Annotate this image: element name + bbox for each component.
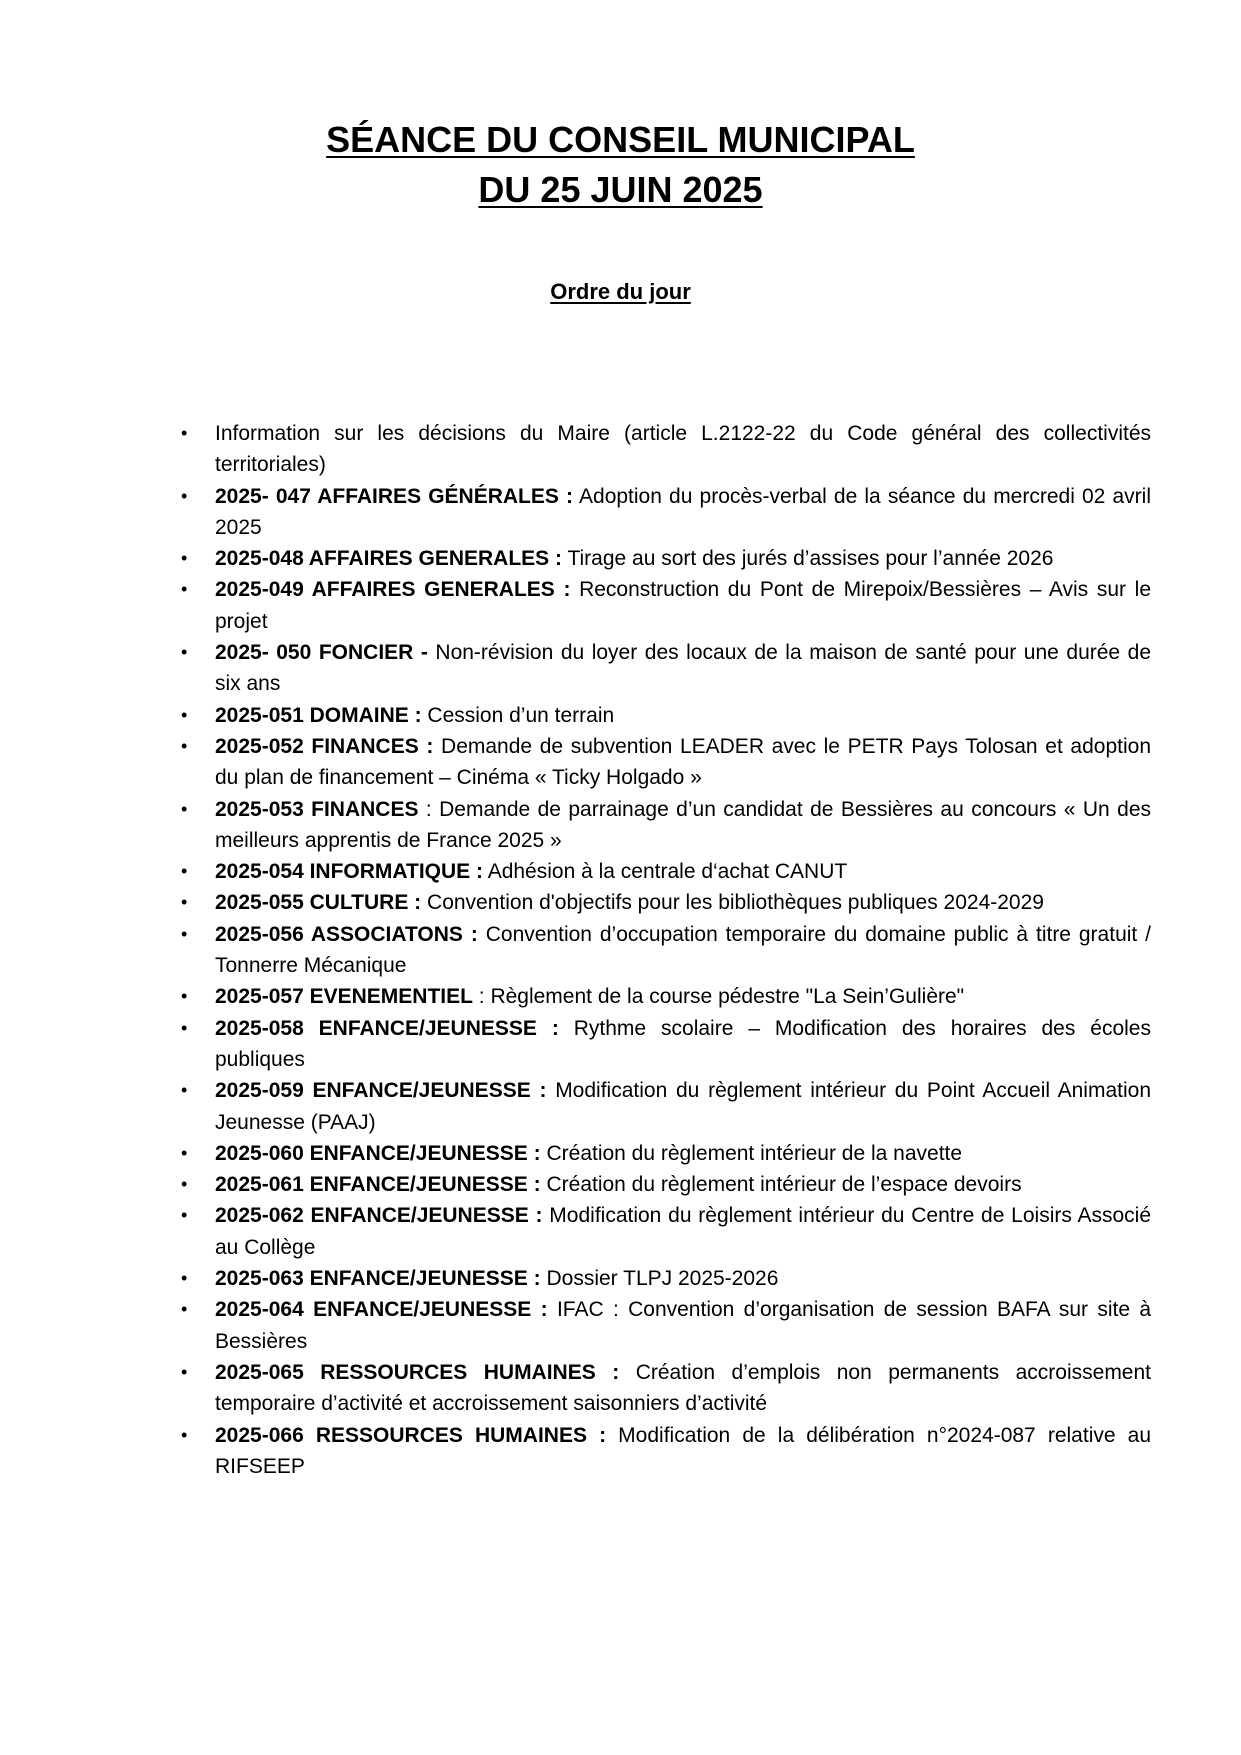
agenda-item (181, 794, 1151, 857)
agenda-item (181, 481, 1152, 544)
agenda-item-code: 2025-053 FINANCES (215, 797, 419, 821)
agenda-item-text: Rythme scolaire – Modification des horaires des écoles publiques (215, 1016, 1151, 1071)
agenda-item-text: Information sur les décisions du Maire (article L.2122-22 du Code général des collectivités territoriales) (215, 422, 1151, 477)
bullet-icon: • (181, 892, 188, 913)
bullet-icon: • (181, 1080, 188, 1101)
agenda-item-code: 2025-066 RESSOURCES HUMAINES : (215, 1423, 607, 1447)
page-title (0, 115, 1241, 215)
agenda-item-text: Modification du règlement intérieur du Point Accueil Animation Jeunesse (PAAJ) (215, 1079, 1152, 1134)
bullet-icon: • (181, 642, 188, 663)
agenda-item-code: 2025-055 CULTURE : (215, 891, 422, 915)
bullet-icon: • (181, 923, 188, 944)
agenda-item-code: 2025-062 ENFANCE/JEUNESSE : (215, 1204, 543, 1228)
agenda-item-text: Demande de subvention LEADER avec le PETR Pays Tolosan et adoption du plan de financement – Cinéma « Ticky Holgado » (215, 734, 1151, 790)
bullet-icon: • (181, 485, 188, 506)
agenda-item-text: Création du règlement intérieur de la navette (540, 1141, 963, 1165)
agenda-item (181, 856, 1151, 887)
agenda-item-code: 2025-048 AFFAIRES GENERALES : (215, 547, 562, 571)
agenda-item-code: 2025-054 INFORMATIQUE : (215, 860, 484, 884)
agenda-item-code: 2025-058 ENFANCE/JEUNESSE : (215, 1016, 559, 1040)
bullet-icon: • (181, 1205, 188, 1226)
bullet-icon: • (181, 735, 188, 756)
agenda-item-code: 2025-064 ENFANCE/JEUNESSE : (215, 1298, 548, 1322)
agenda-item (181, 543, 1151, 574)
bullet-icon: • (181, 986, 188, 1007)
agenda-item (181, 887, 1151, 918)
bullet-icon: • (181, 704, 188, 725)
agenda-item (181, 637, 1151, 700)
bullet-icon: • (181, 1424, 188, 1445)
agenda-list (181, 418, 1152, 1482)
agenda-item-text: Adhésion à la centrale d‘achat CANUT (483, 860, 848, 884)
bullet-icon: • (181, 1299, 188, 1320)
agenda-item (181, 919, 1151, 982)
agenda-item (181, 731, 1151, 794)
agenda-item (181, 1420, 1151, 1483)
agenda-item-code: 2025-056 ASSOCIATONS : (215, 922, 478, 946)
bullet-icon: • (181, 1017, 188, 1038)
bullet-icon: • (181, 1361, 188, 1382)
agenda-item (181, 1294, 1151, 1357)
title-line-1 (0, 115, 1241, 165)
agenda-item-code: 2025-061 ENFANCE/JEUNESSE : (215, 1173, 541, 1197)
agenda-item (181, 1357, 1152, 1420)
agenda-item-code: 2025-063 ENFANCE/JEUNESSE : (215, 1267, 541, 1291)
title-line-2-text: DU 25 JUIN 2025 (478, 169, 763, 210)
agenda-item-text: IFAC : Convention d’organisation de session BAFA sur site à Bessières (215, 1298, 1151, 1353)
agenda-item-code: 2025-052 FINANCES : (215, 734, 434, 758)
agenda-item (181, 1138, 1151, 1169)
agenda-item (181, 418, 1151, 481)
agenda-item-text: Convention d’occupation temporaire du domaine public à titre gratuit / Tonnerre Mécanique (215, 922, 1151, 978)
agenda-item-code: 2025-051 DOMAINE : (215, 703, 422, 727)
bullet-icon: • (181, 1268, 188, 1289)
bullet-icon: • (181, 1174, 188, 1195)
agenda-heading-text: Ordre du jour (550, 279, 691, 304)
bullet-icon: • (181, 548, 188, 569)
bullet-icon: • (181, 423, 188, 443)
bullet-icon: • (181, 861, 188, 882)
bullet-icon: • (181, 579, 188, 600)
bullet-icon: • (181, 1142, 188, 1163)
agenda-item (181, 1200, 1151, 1263)
agenda-item (181, 1263, 1151, 1294)
agenda-item (181, 574, 1151, 637)
agenda-heading (0, 277, 1241, 307)
agenda-item-text: Dossier TLPJ 2025-2026 (540, 1267, 779, 1291)
agenda-item-text: Création d’emplois non permanents accroissement temporaire d’activité et accroissement saisonniers d’activité (215, 1360, 1152, 1416)
agenda-item-code: 2025- 050 FONCIER - (215, 641, 428, 665)
agenda-item-text: Cession d’un terrain (421, 703, 615, 727)
agenda-item (181, 981, 1151, 1012)
title-line-1-text: SÉANCE DU CONSEIL MUNICIPAL (326, 119, 915, 160)
agenda-item-text: Tirage au sort des jurés d’assises pour l’année 2026 (562, 547, 1054, 571)
agenda-item-text: Adoption du procès-verbal de la séance du mercredi 02 avril 2025 (215, 484, 1152, 539)
agenda-item-text: Modification de la délibération n°2024-087 relative au RIFSEEP (215, 1423, 1151, 1478)
agenda-item-code: 2025-059 ENFANCE/JEUNESSE : (215, 1079, 547, 1103)
agenda-item-text: Non-révision du loyer des locaux de la maison de santé pour une durée de six ans (215, 641, 1151, 696)
agenda-item-text: Reconstruction du Pont de Mirepoix/Bessières – Avis sur le projet (215, 578, 1151, 633)
bullet-icon: • (181, 798, 188, 819)
agenda-item (181, 1169, 1151, 1200)
agenda-item (181, 1075, 1152, 1138)
agenda-item-text: Création du règlement intérieur de l’espace devoirs (540, 1173, 1022, 1197)
agenda-item-code: 2025-049 AFFAIRES GENERALES : (215, 578, 571, 602)
title-line-2 (0, 165, 1241, 215)
agenda-item (181, 1013, 1151, 1076)
agenda-item-text: : Demande de parrainage d’un candidat de Bessières au concours « Un des meilleurs apprentis de France 2025 » (215, 797, 1151, 852)
agenda-item (181, 700, 1151, 731)
agenda-item-text: : Règlement de la course pédestre "La Sein’Gulière" (472, 985, 965, 1009)
agenda-item-code: 2025-060 ENFANCE/JEUNESSE : (215, 1141, 541, 1165)
agenda-item-text: Modification du règlement intérieur du Centre de Loisirs Associé au Collège (215, 1204, 1151, 1259)
agenda-item-code: 2025-065 RESSOURCES HUMAINES : (215, 1360, 620, 1384)
agenda-item-code: 2025-057 EVENEMENTIEL (215, 985, 473, 1009)
agenda-item-text: Convention d'objectifs pour les bibliothèques publiques 2024-2029 (421, 891, 1044, 915)
agenda-item-code: 2025- 047 AFFAIRES GÉNÉRALES : (215, 484, 574, 508)
